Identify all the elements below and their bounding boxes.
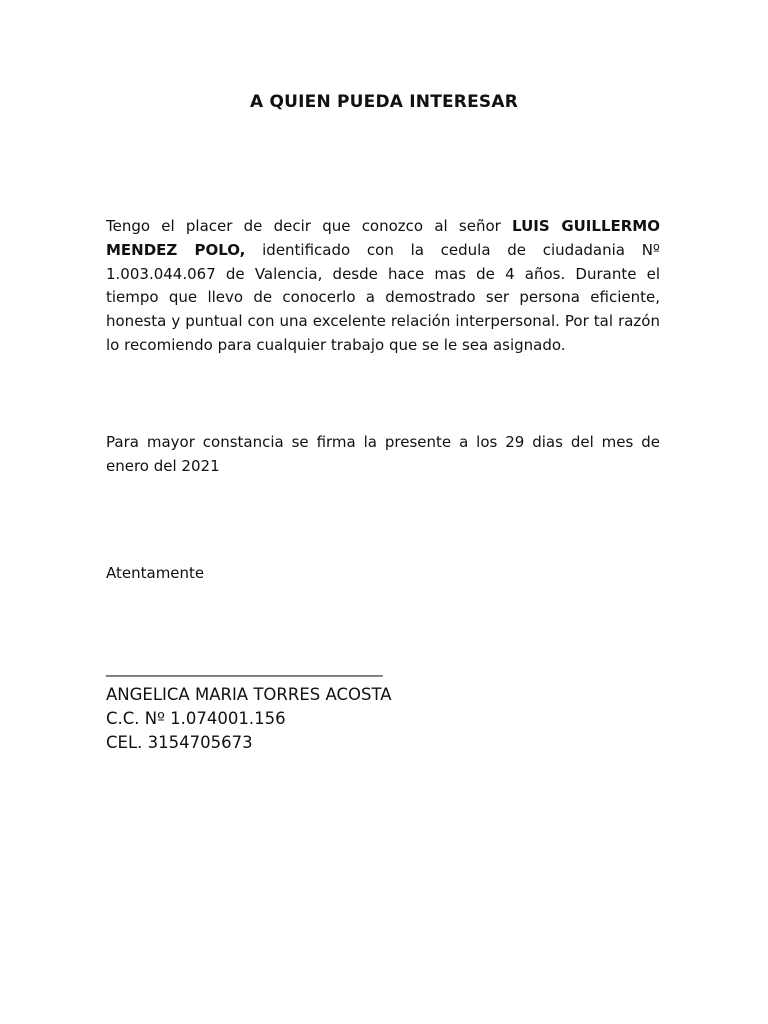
certification-paragraph: Para mayor constancia se firma la presente a los 29 dias del mes de enero del 2021 — [106, 433, 660, 475]
signer-name: ANGELICA MARIA TORRES ACOSTA — [106, 685, 392, 704]
signer-block — [106, 683, 392, 755]
signature-line: ________________________________________ — [106, 659, 383, 677]
signer-phone: CEL. 3154705673 — [106, 733, 253, 752]
recommended-person-name: LUIS GUILLERMO MENDEZ POLO, — [106, 217, 660, 259]
recommendation-paragraph — [106, 215, 660, 358]
signer-id: C.C. Nº 1.074001.156 — [106, 709, 286, 728]
page-title: A QUIEN PUEDA INTERESAR — [249, 92, 519, 112]
paragraph-intro: Tengo el placer de decir que conozco al señor — [106, 217, 513, 235]
closing-salutation: Atentamente — [106, 564, 205, 582]
paragraph-body: identificado con la cedula de ciudadania Nº 1.003.044.067 de Valencia, desde hace mas de 4 años. Durante el tiempo que llevo de conocerlo a demostrado ser persona eficiente, honesta y puntual con una excelente relación interpersonal. Por tal razón lo recomiendo para cualquier trabajo que se le sea asignado. — [106, 240, 661, 354]
